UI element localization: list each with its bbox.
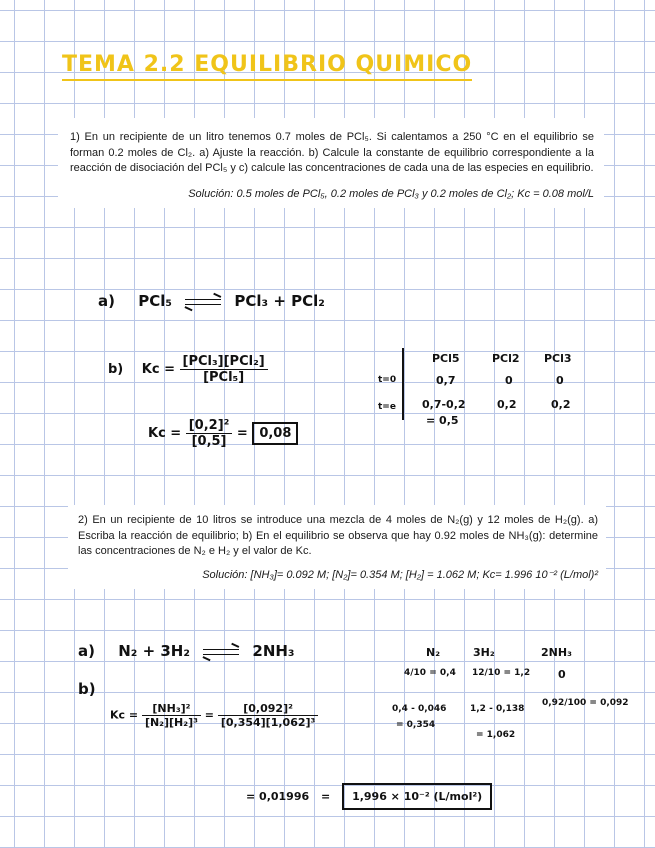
- work2-equals-1: =: [204, 708, 214, 722]
- work2-kc2-fraction: [218, 702, 319, 729]
- work1-rowe-pcl3: 0,2: [551, 398, 571, 411]
- work2-eq-n2-result: = 0,354: [396, 720, 436, 730]
- work2-equals-3: =: [321, 790, 331, 803]
- work1-kc-label: Kc =: [141, 362, 175, 377]
- problem-2-box: [68, 505, 606, 589]
- work1-table-header-2: PCl2: [492, 352, 520, 365]
- work2-kc2-denominator: [0,354][1,062]³: [220, 716, 316, 729]
- work2-init-nh3: 0: [558, 668, 566, 681]
- work2-kc-denominator: [N₂][H₂]³: [144, 716, 198, 729]
- work2-init-h2: 12/10 = 1,2: [472, 668, 531, 678]
- work1-rowe-pcl2: 0,2: [497, 398, 517, 411]
- problem-1-box: [58, 118, 604, 208]
- work1-equals: =: [236, 426, 248, 441]
- work2-eq-nh3: 0,92/100 = 0,092: [542, 698, 629, 708]
- work1-products: PCl₃ + PCl₂: [234, 292, 325, 310]
- work1-result-box: 0,08: [252, 422, 298, 445]
- work2-reaction-right: 2NH₃: [252, 642, 295, 660]
- work2-init-n2: 4/10 = 0,4: [404, 668, 456, 678]
- problem-2-text: 2) En un recipiente de 10 litros se introduce una mezcla de 4 moles de N₂(g) y 12 moles de H₂(g). a) Escriba la reacción de equilibrio; b) En el equilibrio se observa que hay 0.92 moles de NH₃(g): determine las concentraciones de N₂ e H₂ y el valor de Kc.: [78, 514, 598, 557]
- work2-eq-h2: 1,2 - 0,138: [470, 704, 525, 714]
- work1-kc-fraction: [180, 354, 268, 385]
- work2-kc-expression: [110, 702, 318, 729]
- page-title: TEMA 2.2 EQUILIBRIO QUIMICO: [62, 52, 472, 81]
- problem-1-solution: Solución: 0.5 moles de PCl₅, 0.2 moles de PCl₃ y 0.2 moles de Cl₂; Kc = 0.08 mol/L: [188, 187, 594, 200]
- problem-2-solution: Solución: [NH₃]= 0.092 M; [N₂]= 0.354 M; [H₂] = 1.062 M; Kc= 1.996 10⁻² (L/mol)²: [202, 568, 598, 581]
- work1-kc2-numerator: [0,2]²: [186, 418, 233, 434]
- work2-final-line: [246, 790, 492, 803]
- work1-row0-label: t=0: [378, 375, 397, 385]
- work1-kc2-denominator: [0,5]: [191, 434, 227, 449]
- work2-decimal-result: = 0,01996: [246, 790, 310, 803]
- work1-rowe-pcl5-result: = 0,5: [426, 414, 459, 427]
- work2-a-label: a): [78, 642, 95, 660]
- problem-1-text: 1) En un recipiente de un litro tenemos 0.7 moles de PCl₅. Si calentamos a 250 °C en el equilibrio se forman 0.2 moles de Cl₂. a) Ajuste la reacción. b) Calcule la constante de equilibrio correspondiente a la reacción de disociación del PCl₅ y c) calcule las concentraciones de cada una de las especies en equilibrio.: [70, 131, 594, 174]
- work2-kc-fraction: [142, 702, 201, 729]
- work2-b-label: b): [78, 680, 96, 698]
- equilibrium-arrow-icon: [203, 647, 239, 657]
- work2-eq-h2-result: = 1,062: [476, 730, 516, 740]
- work2-reaction-left: N₂ + 3H₂: [118, 642, 190, 660]
- work2-reaction: [78, 642, 295, 660]
- work1-b-label: b): [108, 362, 124, 377]
- work1-row0-pcl3: 0: [556, 374, 564, 387]
- work1-reaction: [98, 292, 325, 310]
- work1-table-header-1: PCl5: [432, 352, 460, 365]
- work2-kc-label: Kc =: [110, 708, 139, 722]
- work1-rowe-pcl5: 0,7-0,2: [422, 398, 466, 411]
- work1-row0-pcl2: 0: [505, 374, 513, 387]
- work1-kc2-fraction: [186, 418, 233, 449]
- work1-table-divider: [402, 348, 404, 420]
- work2-eq-n2: 0,4 - 0,046: [392, 704, 447, 714]
- work1-kc-values: [148, 418, 298, 449]
- work1-row0-pcl5: 0,7: [436, 374, 456, 387]
- work1-kc-expression: [108, 354, 268, 385]
- equilibrium-arrow-icon: [185, 297, 221, 307]
- work1-rowe-label: t=e: [378, 402, 396, 412]
- work2-table-header-3: 2NH₃: [541, 646, 572, 659]
- work2-kc2-numerator: [0,092]²: [218, 702, 319, 716]
- work1-kc2-label: Kc =: [148, 426, 182, 441]
- work1-kc-denominator: [PCl₅]: [203, 370, 245, 385]
- work1-reactant: PCl₅: [138, 292, 172, 310]
- work2-kc-numerator: [NH₃]²: [142, 702, 201, 716]
- work2-final-box: 1,996 × 10⁻² (L/mol²): [342, 783, 492, 810]
- work1-table-header-3: PCl3: [544, 352, 572, 365]
- work1-a-label: a): [98, 292, 115, 310]
- work2-table-header-1: N₂: [426, 646, 441, 659]
- work1-kc-numerator: [PCl₃][PCl₂]: [180, 354, 268, 370]
- work2-table-header-2: 3H₂: [473, 646, 495, 659]
